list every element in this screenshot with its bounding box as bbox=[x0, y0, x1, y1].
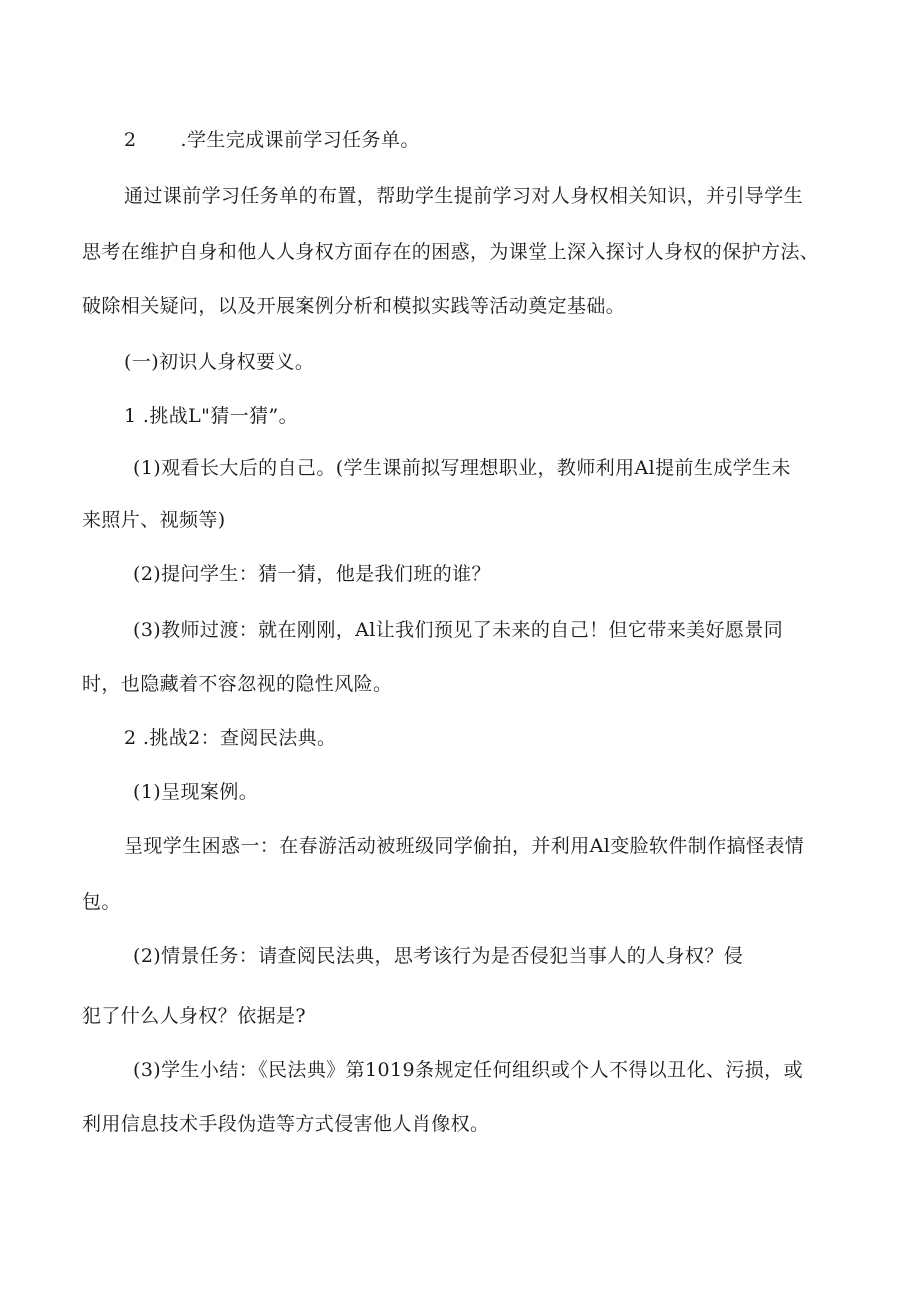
case-step-3-line-2: 利用信息技术手段伪造等方式侵害他人肖像权。 bbox=[82, 1113, 490, 1135]
case-step-3-line-1: (3)学生小结：《民法典》第1019条规定任何组织或个人不得以丑化、污损，或 bbox=[133, 1059, 803, 1081]
case-step-1: (1)呈现案例。 bbox=[133, 781, 259, 803]
step-1-line-1: (1)观看长大后的自己。(学生课前拟写理想职业，教师利用Al提前生成学生未 bbox=[133, 457, 791, 479]
step-1-line-2: 来照片、视频等) bbox=[82, 509, 226, 531]
case-step-2-line-1: (2)情景任务：请查阅民法典，思考该行为是否侵犯当事人的人身权？侵 bbox=[133, 945, 744, 967]
list-number: 2 bbox=[124, 129, 137, 151]
challenge-1-heading: 1 .挑战L"猜一猜”。 bbox=[124, 405, 299, 427]
step-2: (2)提问学生：猜一猜，他是我们班的谁？ bbox=[133, 563, 491, 585]
paragraph-text: .学生完成课前学习任务单。 bbox=[180, 129, 420, 151]
case-step-2-line-2: 犯了什么人身权？依据是? bbox=[82, 1005, 306, 1027]
paragraph-intro-line-2: 思考在维护自身和他人人身权方面存在的困惑，为课堂上深入探讨人身权的保护方法、 bbox=[82, 241, 820, 263]
challenge-2-heading: 2 .挑战2：查阅民法典。 bbox=[124, 727, 337, 749]
section-heading: (一)初识人身权要义。 bbox=[124, 351, 315, 373]
paragraph-task-sheet bbox=[124, 128, 420, 152]
step-3-line-1: (3)教师过渡：就在刚刚，Al让我们预见了未来的自己！但它带来美好愿景同 bbox=[133, 619, 784, 641]
case-line-1: 呈现学生困惑一：在春游活动被班级同学偷拍，并利用Al变脸软件制作搞怪表情 bbox=[124, 835, 805, 857]
step-3-line-2: 时，也隐藏着不容忽视的隐性风险。 bbox=[82, 673, 393, 695]
paragraph-intro-line-1: 通过课前学习任务单的布置，帮助学生提前学习对人身权相关知识，并引导学生 bbox=[124, 185, 804, 207]
case-line-2: 包。 bbox=[82, 891, 121, 913]
paragraph-intro-line-3: 破除相关疑问，以及开展案例分析和模拟实践等活动奠定基础。 bbox=[82, 295, 626, 317]
